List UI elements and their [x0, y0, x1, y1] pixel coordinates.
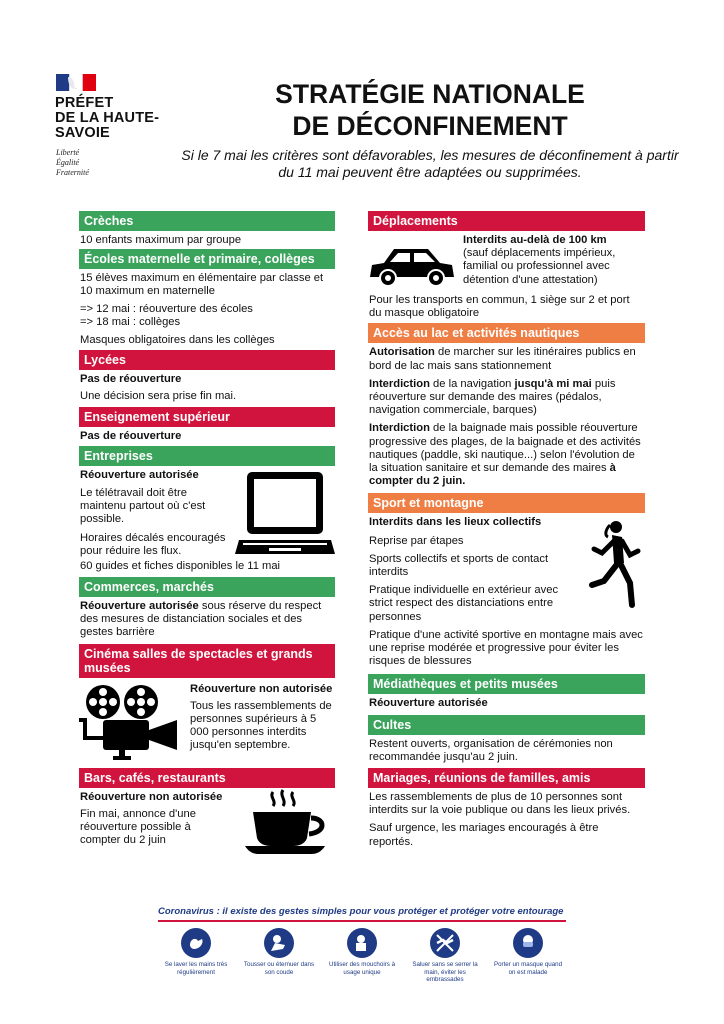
lac-c-rest: de la baignade mais possible réouverture progressive des plages, de la baignade et des activités nautiques (paddle, ski nautique...) selon l'évolution de la situation sanitaire et sur demande des maires [369, 422, 641, 475]
left-column [79, 209, 335, 854]
lycees-text-2: Une décision sera prise fin mai. [80, 390, 237, 403]
bars-row [79, 804, 335, 854]
sport-row [368, 513, 645, 623]
section-lycees-title: Lycées [79, 350, 335, 370]
entreprises-row [79, 466, 335, 560]
deplacements-text-2: (sauf déplacements impérieux, familial ou professionnel avec détention d'une attestation) [463, 247, 616, 286]
lac-a-rest: de marcher sur les itinéraires publics en bord de lac mais sans stationnement [369, 346, 636, 372]
ecoles-text-1: 15 élèves maximum en élémentaire par classe et 10 maximum en maternelle [80, 272, 324, 298]
section-ecoles-title: Écoles maternelle et primaire, collèges [79, 249, 335, 269]
mask-icon [513, 928, 543, 958]
ecoles-text-2: => 12 mai : réouverture des écoles [80, 302, 253, 315]
geste-label: Tousser ou éternuer dans son coude [243, 961, 315, 976]
section-mediatheques-title: Médiathèques et petits musées [368, 674, 645, 694]
gestes-barriere-banner [158, 906, 566, 986]
deplacements-text-1: Interdits au-delà de 100 km [463, 234, 607, 246]
cultes-text-1: Restent ouverts, organisation de cérémonies non recommandée jusqu'au 2 juin. [369, 737, 613, 763]
geste-item [407, 928, 483, 984]
geste-label: Utiliser des mouchoirs à usage unique [328, 961, 396, 976]
no-handshake-icon [430, 928, 460, 958]
gestes-list [158, 928, 566, 984]
hand-wash-icon [181, 928, 211, 958]
commerces-text [80, 600, 335, 640]
page-subtitle: Si le 7 mai les critères sont défavorables, les mesures de déconfinement à partir du 11 mai peuvent être adaptées ou supprimées. [181, 147, 679, 180]
entreprises-texts [79, 466, 231, 558]
entreprises-text-2: Le télétravail doit être maintenu partout où c'est possible. [80, 487, 206, 526]
car-icon [368, 241, 456, 289]
cinema-text-2: Tous les rassemblements de personnes supérieurs à 5 000 personnes interdits jusqu'en septembre. [190, 699, 332, 752]
banner-title: Coronavirus : il existe des gestes simples pour vous protéger et protéger votre entourage [158, 906, 566, 922]
entreprises-text-4: 60 guides et fiches disponibles le 11 mai [80, 559, 281, 572]
bars-texts [79, 804, 215, 848]
right-column [368, 209, 645, 849]
section-deplacements-title: Déplacements [368, 211, 645, 231]
laptop-icon [235, 470, 335, 560]
marianne-logo-icon [56, 74, 96, 91]
section-bars-title: Bars, cafés, restaurants [79, 768, 335, 788]
section-sup-title: Enseignement supérieur [79, 407, 335, 427]
lac-b-rest: puis réouverture sur demande des maires (pédalos, navigation commerciale, barques) [369, 377, 616, 417]
sport-text-5: Pratique d'une activité sportive en montagne mais avec une reprise modérée et progressive pour éviter les risques de blessures [369, 628, 643, 668]
bars-text-1: Réouverture non autorisée [80, 790, 223, 803]
lac-b-bold-2: jusqu'à mi mai [514, 377, 592, 390]
sport-texts [368, 513, 580, 623]
lycees-text-1: Pas de réouverture [80, 373, 182, 386]
mediatheques-text-1: Réouverture autorisée [369, 697, 488, 710]
deplacements-texts [462, 231, 642, 287]
bars-text-2: Fin mai, annonce d'une réouverture possible à compter du 2 juin [80, 807, 196, 847]
section-sport-title: Sport et montagne [368, 493, 645, 513]
lac-text-b [369, 378, 645, 418]
section-creches-title: Crèches [79, 211, 335, 231]
mariages-text-2: Sauf urgence, les mariages encouragés à être reportés. [369, 822, 599, 848]
ecoles-text-4: Masques obligatoires dans les collèges [80, 334, 275, 347]
page-title [200, 78, 660, 142]
lac-b-mid: de la navigation [429, 377, 515, 390]
entreprises-text-3: Horaires décalés encouragés pour réduire les flux. [80, 531, 226, 557]
title-line-2: DE DÉCONFINEMENT [292, 111, 568, 141]
lac-text-a [369, 346, 645, 372]
sup-text-1: Pas de réouverture [80, 429, 182, 442]
film-camera-icon [79, 682, 183, 762]
geste-item [324, 928, 400, 984]
runner-icon [588, 519, 644, 609]
cinema-row [79, 678, 335, 762]
geste-item [490, 928, 566, 984]
lac-a-bold: Autorisation [369, 346, 435, 359]
geste-item [241, 928, 317, 984]
sport-text-4: Pratique individuelle en extérieur avec strict respect des distanciations entre personnes [369, 584, 559, 623]
geste-label: Se laver les mains très régulièrement [164, 961, 228, 976]
title-line-1: STRATÉGIE NATIONALE [275, 79, 585, 109]
cinema-text-1: Réouverture non autorisée [190, 682, 333, 695]
geste-label: Porter un masque quand on est malade [493, 961, 563, 976]
lac-c-bold: Interdiction [369, 422, 430, 435]
ecoles-text-3: => 18 mai : collèges [80, 315, 181, 328]
tissue-icon [347, 928, 377, 958]
commerces-text-bold: Réouverture autorisée [80, 600, 199, 613]
section-cinema-title: Cinéma salles de spectacles et grands musées [79, 644, 335, 678]
prefet-label: PRÉFET DE LA HAUTE- SAVOIE [55, 95, 160, 141]
cinema-texts [189, 678, 335, 753]
cough-elbow-icon [264, 928, 294, 958]
lac-b-bold: Interdiction [369, 377, 430, 390]
commerces-text-rest: sous réserve du respect des mesures de distanciation sociales et des gestes barrière [80, 600, 322, 639]
devise-label: Liberté Égalité Fraternité [56, 148, 89, 177]
geste-item [158, 928, 234, 984]
entreprises-text-1: Réouverture autorisée [80, 468, 199, 481]
section-commerces-title: Commerces, marchés [79, 577, 335, 597]
sport-text-1: Interdits dans les lieux collectifs [369, 516, 542, 529]
section-cultes-title: Cultes [368, 715, 645, 735]
coffee-cup-icon [245, 788, 335, 854]
sport-text-3: Sports collectifs et sports de contact interdits [369, 552, 549, 579]
creches-text: 10 enfants maximum par groupe [80, 234, 242, 246]
deplacements-row [368, 231, 645, 289]
geste-label: Saluer sans se serrer la main, éviter les embrassades [412, 961, 478, 983]
section-mariages-title: Mariages, réunions de familles, amis [368, 768, 645, 788]
lac-text-c [369, 422, 645, 488]
lac-c-bold-2: à compter du 2 juin. [369, 462, 616, 488]
sport-text-2: Reprise par étapes [369, 534, 464, 547]
deplacements-text-3: Pour les transports en commun, 1 siège sur 2 et port du masque obligatoire [369, 294, 630, 320]
mariages-text-1: Les rassemblements de plus de 10 personnes sont interdits sur la voie publique ou dans les lieux privés. [369, 791, 631, 817]
section-lac-title: Accès au lac et activités nautiques [368, 323, 645, 343]
section-entreprises-title: Entreprises [79, 446, 335, 466]
